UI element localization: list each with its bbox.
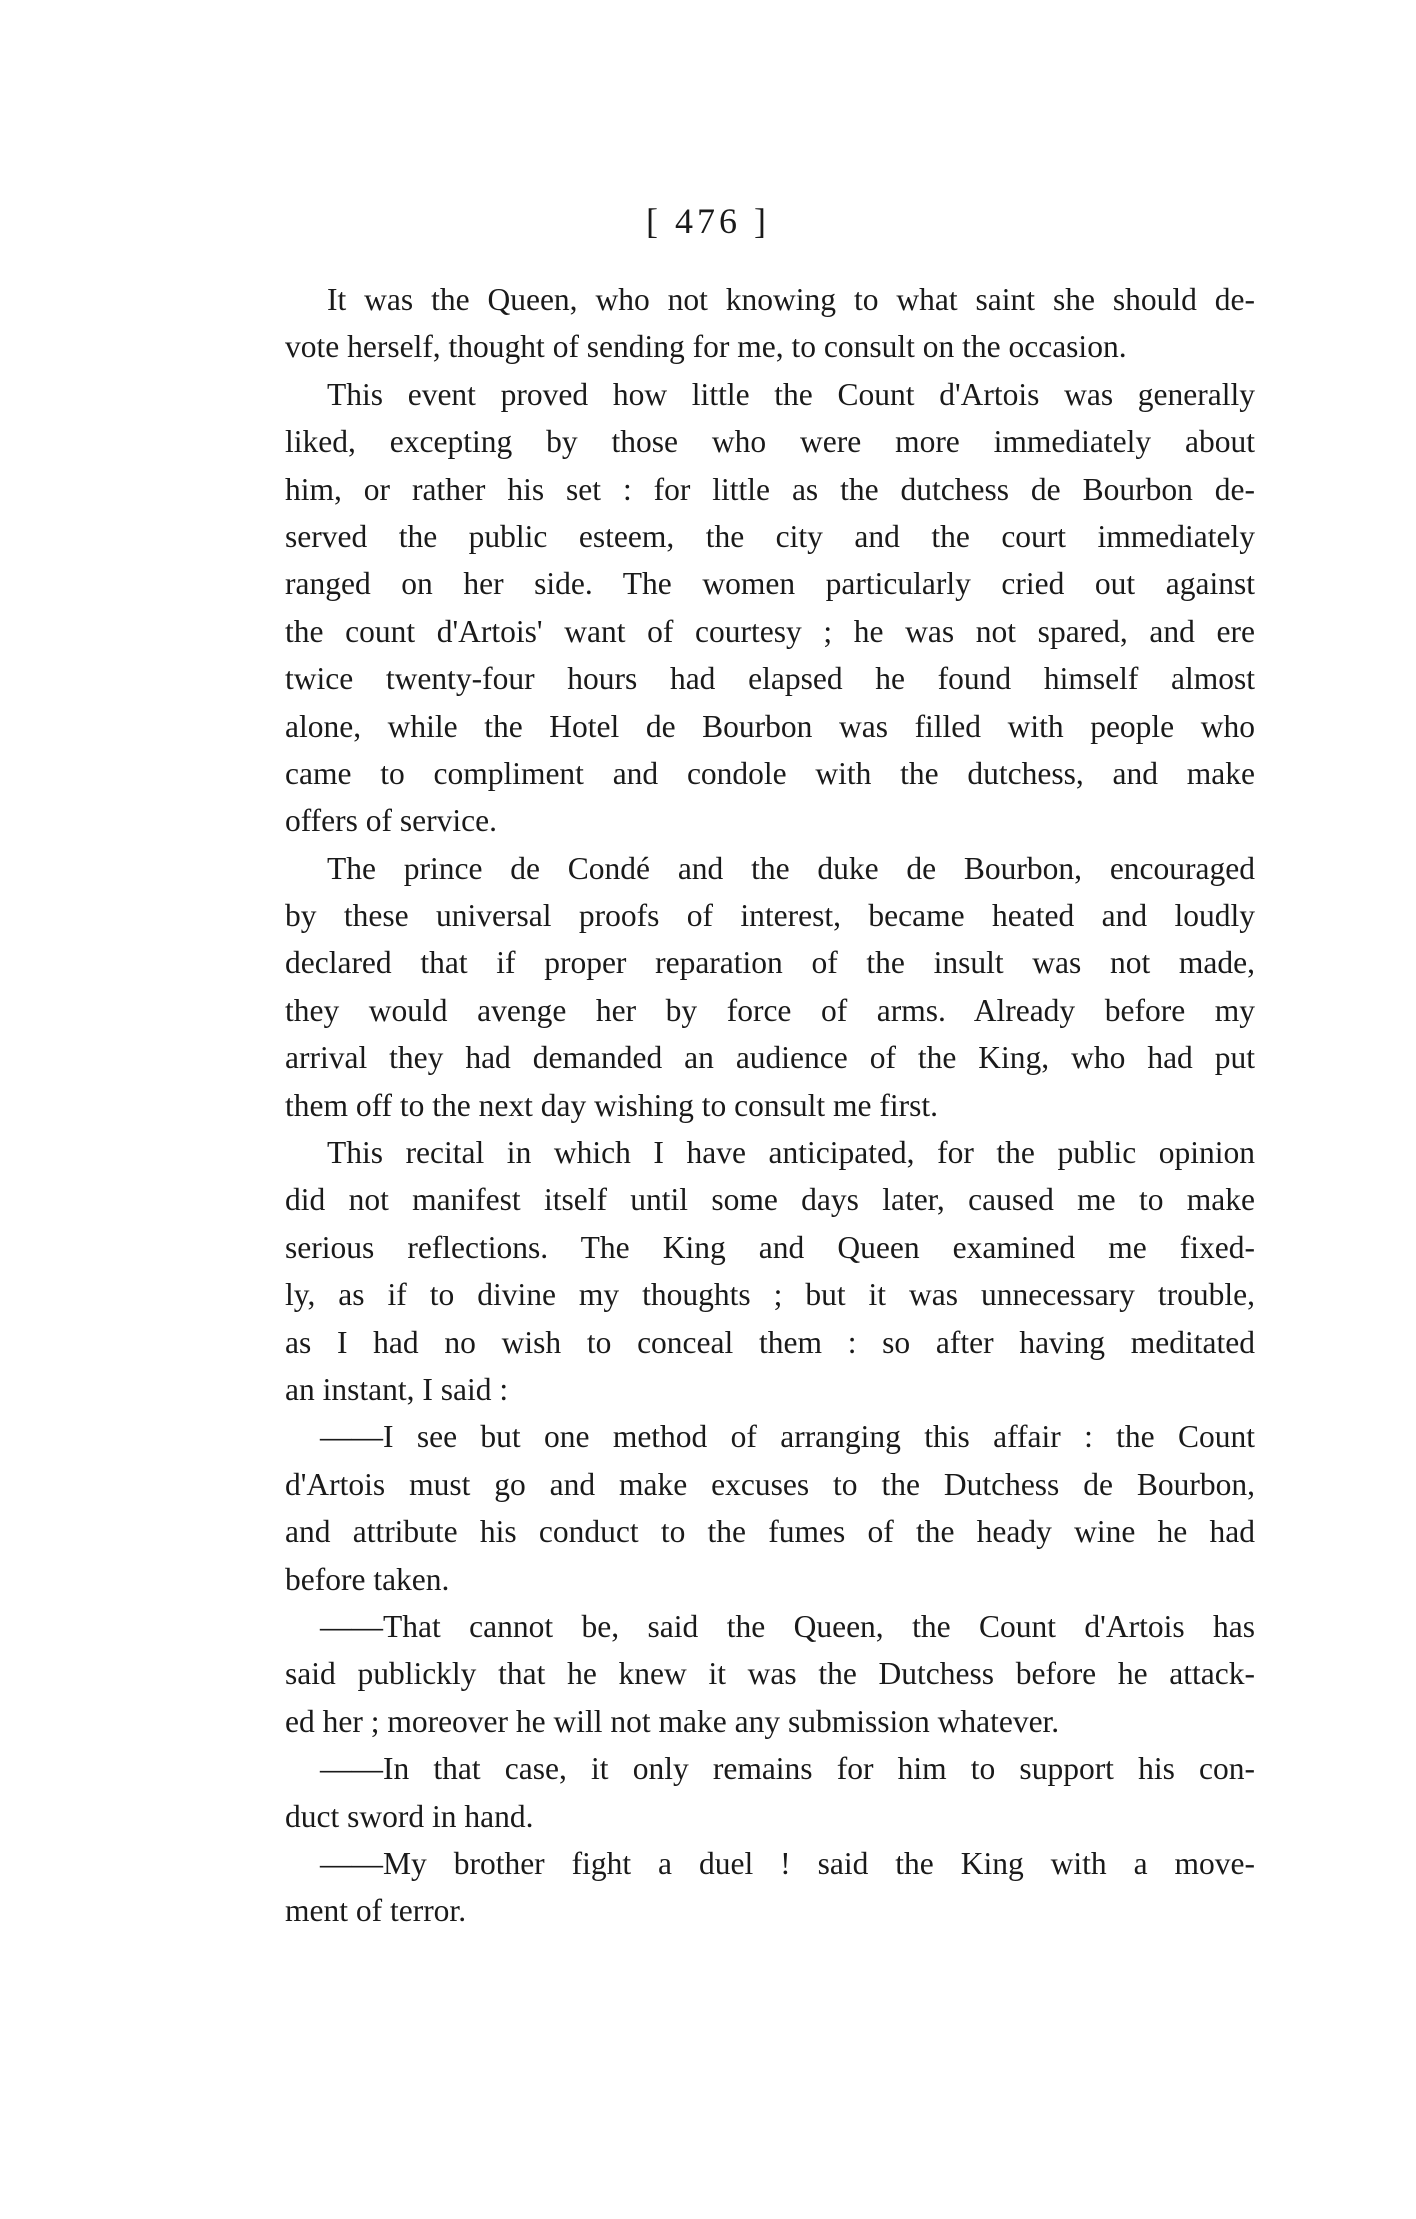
text-line: twice twenty-four hours had elapsed he found himself almost [285, 661, 1255, 697]
text-line: d'Artois must go and make excuses to the Dutchess de Bourbon, [285, 1466, 1255, 1502]
text-line: they would avenge her by force of arms. Already before my [285, 992, 1255, 1028]
text-line: ——In that case, it only remains for him to support his con- [320, 1751, 1255, 1787]
text-line: duct sword in hand. [285, 1798, 534, 1834]
text-line: vote herself, thought of sending for me, to consult on the occasion. [285, 329, 1127, 365]
text-line: said publickly that he knew it was the Dutchess before he attack- [285, 1656, 1255, 1692]
text-line: them off to the next day wishing to consult me first. [285, 1087, 938, 1123]
text-line: This event proved how little the Count d'Artois was generally [327, 376, 1255, 412]
text-line: offers of service. [285, 803, 497, 839]
text-line: serious reflections. The King and Queen examined me fixed- [285, 1229, 1255, 1265]
page-number: [ 476 ] [646, 201, 770, 241]
text-line: ——That cannot be, said the Queen, the Count d'Artois has [320, 1608, 1255, 1644]
text-line: him, or rather his set : for little as the dutchess de Bourbon de- [285, 471, 1255, 507]
text-line: ment of terror. [285, 1893, 467, 1929]
text-line: ed her ; moreover he will not make any submission whatever. [285, 1703, 1060, 1739]
text-line: the count d'Artois' want of courtesy ; he was not spared, and ere [285, 613, 1255, 649]
text-line: ly, as if to divine my thoughts ; but it was unnecessary trouble, [285, 1277, 1255, 1313]
text-line: ——My brother fight a duel ! said the King with a move- [320, 1845, 1255, 1881]
body-text [285, 276, 1255, 1935]
text-line: declared that if proper reparation of the insult was not made, [285, 945, 1255, 981]
text-line: It was the Queen, who not knowing to what saint she should de- [327, 282, 1255, 317]
text-line: as I had no wish to conceal them : so after having meditated [285, 1324, 1255, 1360]
text-line: ranged on her side. The women particularly cried out against [285, 566, 1255, 602]
text-line: an instant, I said : [285, 1371, 509, 1407]
text-line: served the public esteem, the city and the court immediately [285, 518, 1255, 554]
text-line: by these universal proofs of interest, became heated and loudly [285, 898, 1255, 934]
text-line: This recital in which I have anticipated, for the public opinion [327, 1135, 1255, 1171]
text-line: ——I see but one method of arranging this affair : the Count [320, 1419, 1255, 1455]
text-line: and attribute his conduct to the fumes of the heady wine he had [285, 1514, 1255, 1550]
text-line: came to compliment and condole with the dutchess, and make [285, 755, 1255, 791]
text-line: arrival they had demanded an audience of the King, who had put [285, 1040, 1255, 1076]
text-line: before taken. [285, 1561, 450, 1597]
text-line: did not manifest itself until some days later, caused me to make [285, 1182, 1255, 1218]
text-line: liked, excepting by those who were more immediately about [285, 424, 1255, 460]
text-line: The prince de Condé and the duke de Bourbon, encouraged [327, 850, 1255, 886]
text-line: alone, while the Hotel de Bourbon was filled with people who [285, 708, 1255, 744]
